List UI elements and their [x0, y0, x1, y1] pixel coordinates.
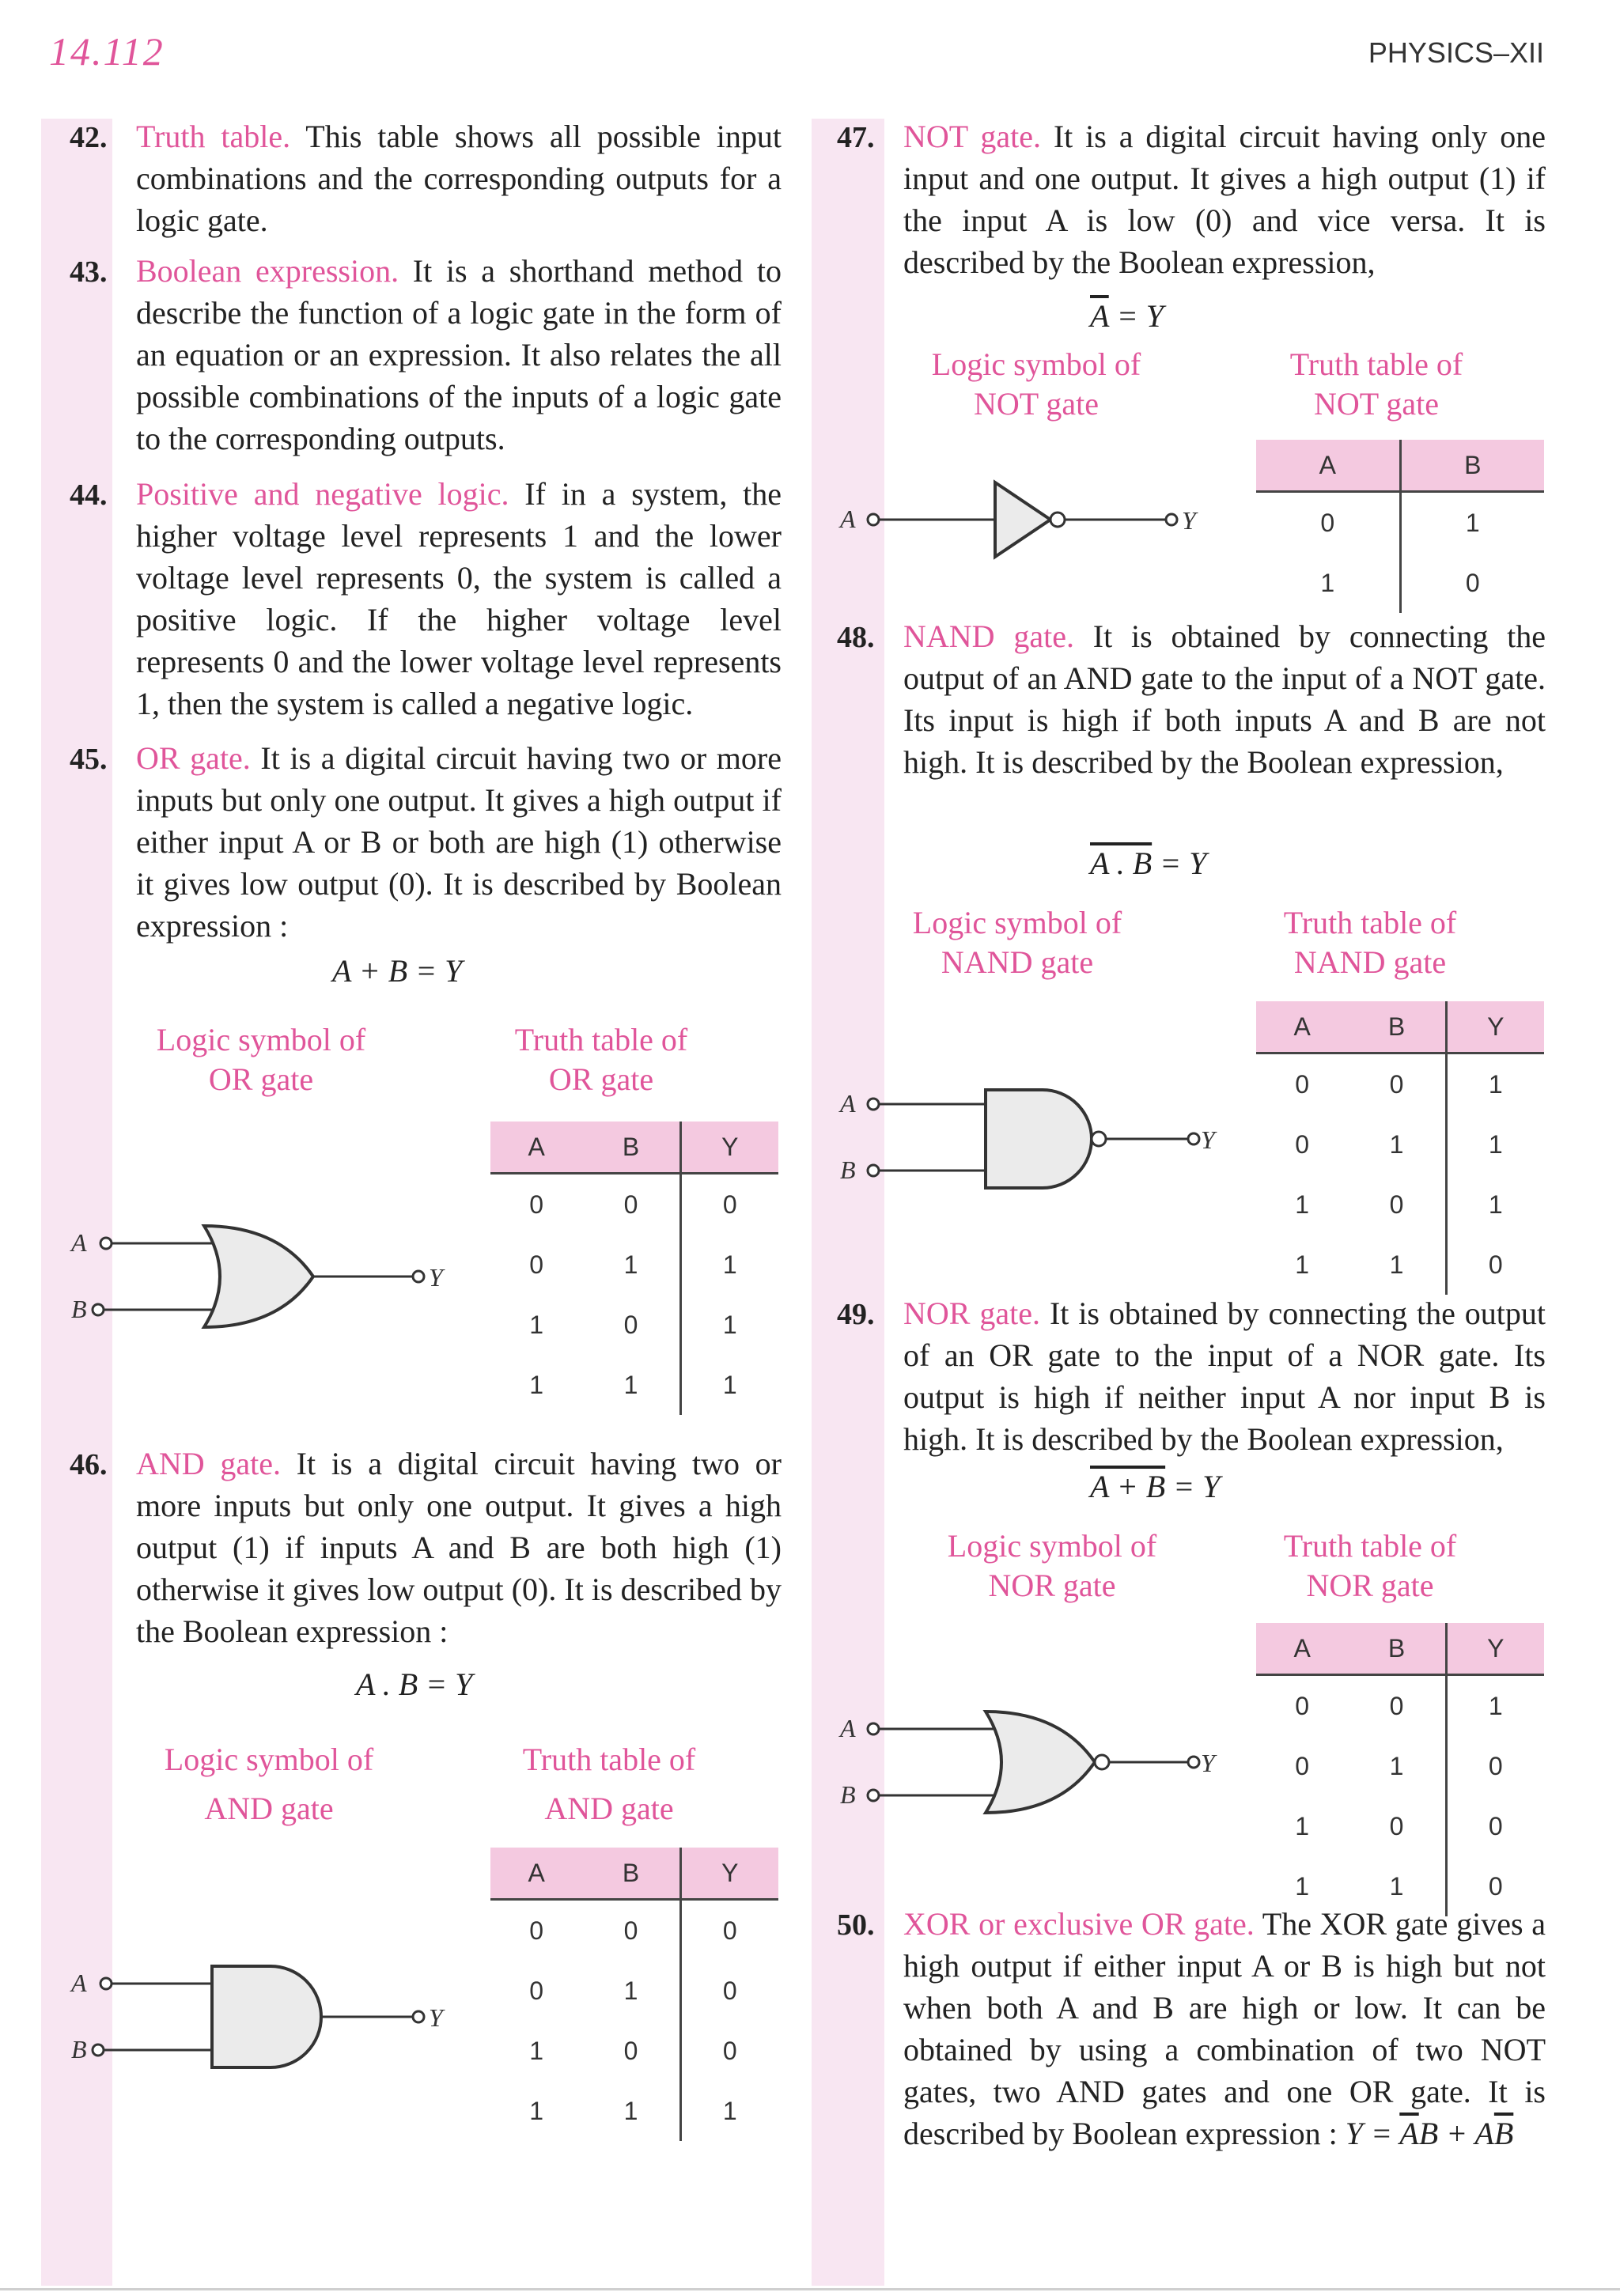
entry-43-number: 43.: [70, 255, 108, 289]
table-header-cell: B: [582, 1848, 680, 1900]
table-header-cell: A: [490, 1848, 582, 1900]
table-row: [490, 2081, 778, 2141]
table-row: [1256, 1796, 1544, 1856]
table-row: [1256, 1174, 1544, 1235]
or-equation: A + B = Y: [332, 953, 463, 989]
not-table-caption: Truth table of NOT gate: [1289, 346, 1463, 422]
or-table-caption: Truth table of OR gate: [514, 1022, 688, 1097]
table-header-cell: Y: [1446, 1623, 1544, 1675]
entry-50-text: The XOR gate gives a high output if either input A or B is high but not when both A and B are high or low. It can be obtained by using a combination of two NOT gates, two AND gates and one OR gate. It is described by Boolean expression :: [903, 1906, 1546, 2151]
table-row: [490, 1900, 778, 1961]
entry-48-term: NAND gate.: [903, 618, 1074, 654]
and-equation: A . B = Y: [356, 1666, 473, 1702]
table-cell: 0: [582, 1174, 680, 1235]
entry-49: [903, 1292, 1546, 1460]
page-number: 14.112: [49, 29, 165, 74]
not-equation: $\overline{A} = Y$: [1090, 298, 1164, 334]
or-gate-symbol: [71, 1210, 451, 1352]
table-cell: 1: [1348, 1856, 1446, 1916]
and-truth-table: [490, 1848, 778, 2141]
table-cell: 0: [1295, 1129, 1310, 1159]
table-cell: 1: [529, 1370, 544, 1399]
table-row: [490, 1355, 778, 1415]
nor-pin-a-label: A: [840, 1714, 856, 1742]
not-truth-table: [1256, 440, 1544, 613]
entry-42: [136, 115, 782, 241]
xor-equation: $Y = \overline{A}B + A\overline{B}$: [1345, 2116, 1514, 2151]
table-cell: 0: [529, 1250, 544, 1279]
nor-pin-b-label: B: [840, 1780, 856, 1809]
table-cell: 1: [582, 2081, 680, 2141]
table-cell: 0: [1348, 1796, 1446, 1856]
table-row: [1256, 1114, 1544, 1174]
table-header-cell: A: [490, 1122, 582, 1174]
table-row: [1256, 1675, 1544, 1737]
table-cell: 0: [1348, 1675, 1446, 1737]
table-row: [490, 1295, 778, 1355]
nand-table-caption: Truth table of NAND gate: [1283, 905, 1457, 980]
table-cell: 0: [1488, 1871, 1503, 1901]
table-cell: 1: [1348, 1235, 1446, 1295]
entry-47-text: It is a digital circuit having only one input and one output. It gives a high output (1) if the input A is low (0) and vice versa. It is described by the Boolean expression,: [903, 119, 1546, 280]
and-pin-b-label: B: [71, 2035, 87, 2063]
table-cell: 1: [1465, 508, 1480, 537]
table-cell: 1: [722, 1370, 737, 1399]
or-pin-y-label: Y: [429, 1263, 443, 1292]
entry-42-number: 42.: [70, 121, 108, 154]
entry-45-text: It is a digital circuit having two or more inputs but only one output. It gives a high output if either input A or B or both are high (1) otherwise it gives low output (0). It is described by Boolean expression :: [136, 740, 782, 944]
table-cell: 0: [722, 1190, 737, 1219]
entry-46-term: AND gate.: [136, 1446, 281, 1481]
table-cell: 0: [529, 1190, 544, 1219]
table-cell: 0: [582, 2021, 680, 2081]
entry-44-number: 44.: [70, 478, 108, 512]
nand-truth-table: [1256, 1001, 1544, 1295]
entry-50-term: XOR or exclusive OR gate.: [903, 1906, 1255, 1942]
table-cell: 0: [722, 1976, 737, 2005]
nor-equation: A + B = Y: [1090, 1469, 1221, 1504]
table-header-cell: A: [1256, 1001, 1348, 1053]
and-table-caption: Truth table of AND gate: [522, 1742, 696, 1826]
table-row: [1256, 492, 1544, 554]
or-pin-b-label: B: [71, 1295, 87, 1323]
entry-45-term: OR gate.: [136, 740, 251, 776]
not-pin-y-label: Y: [1182, 506, 1196, 535]
table-cell: 0: [582, 1900, 680, 1961]
table-cell: 1: [1488, 1129, 1503, 1159]
entry-44-text: If in a system, the higher voltage level represents 1 and the lower voltage level represents 0, the system is called a positive logic. If the higher voltage level represents 0 and the lower voltage level represents 1, then the system is called a negative logic.: [136, 476, 782, 721]
or-truth-table: [490, 1122, 778, 1415]
table-row: [490, 1174, 778, 1235]
table-cell: 0: [529, 1976, 544, 2005]
table-cell: 0: [1256, 492, 1400, 554]
table-cell: 1: [1295, 1871, 1310, 1901]
table-header-cell: B: [582, 1122, 680, 1174]
entry-43-text: It is a shorthand method to describe the function of a logic gate in the form of an equation or an expression. It also relates the all possible combinations of the inputs of a logic gate to the corresponding outputs.: [136, 253, 782, 456]
entry-47: [903, 115, 1546, 283]
table-header-cell: A: [1256, 440, 1400, 492]
and-pin-y-label: Y: [429, 2003, 443, 2032]
nor-symbol-caption: Logic symbol of NOR gate: [947, 1528, 1157, 1603]
table-cell: 1: [582, 1235, 680, 1295]
not-pin-a-label: A: [840, 505, 856, 533]
and-pin-a-label: A: [71, 1969, 87, 1997]
entry-50: [903, 1903, 1546, 2154]
nand-equation: A . B = Y: [1090, 845, 1207, 881]
entry-46-text: It is a digital circuit having two or more inputs but only one output. It gives a high output (1) if inputs A and B are both high (1) otherwise it gives low output (0). It is described by the Boolean expression :: [136, 1446, 782, 1649]
table-cell: 1: [1488, 1691, 1503, 1720]
table-row: [1256, 1736, 1544, 1796]
table-header-cell: Y: [680, 1122, 778, 1174]
entry-45-number: 45.: [70, 743, 108, 776]
table-row: [490, 2021, 778, 2081]
table-cell: 1: [529, 1310, 544, 1339]
nand-symbol-caption: Logic symbol of NAND gate: [912, 905, 1122, 980]
and-gate-symbol: [71, 1946, 451, 2088]
table-cell: 0: [1348, 1174, 1446, 1235]
table-cell: 0: [529, 1916, 544, 1945]
entry-42-term: Truth table.: [136, 119, 291, 154]
table-cell: 0: [582, 1295, 680, 1355]
entry-47-term: NOT gate.: [903, 119, 1041, 154]
table-cell: 1: [1295, 1811, 1310, 1840]
entry-45: [136, 737, 782, 947]
entry-43-term: Boolean expression.: [136, 253, 399, 289]
table-cell: 0: [722, 2036, 737, 2065]
table-row: [1256, 1053, 1544, 1115]
table-cell: 0: [1295, 1751, 1310, 1780]
entry-44: [136, 473, 782, 724]
nor-pin-y-label: Y: [1201, 1749, 1215, 1777]
entry-42-text: This table shows all possible input combinations and the corresponding outputs for a logic gate.: [136, 119, 782, 238]
table-cell: 0: [1488, 1250, 1503, 1279]
or-symbol-caption: Logic symbol of OR gate: [156, 1022, 366, 1097]
entry-49-number: 49.: [837, 1298, 875, 1331]
nor-table-caption: Truth table of NOR gate: [1283, 1528, 1457, 1603]
entry-43: [136, 250, 782, 460]
or-pin-a-label: A: [71, 1228, 87, 1257]
table-header-cell: Y: [1446, 1001, 1544, 1053]
entry-49-term: NOR gate.: [903, 1296, 1041, 1331]
nand-pin-a-label: A: [840, 1089, 856, 1118]
table-row: [1256, 553, 1544, 613]
table-cell: 1: [582, 1961, 680, 2021]
entry-49-text: It is obtained by connecting the output of an OR gate to the input of a NOR gate. Its output is high if neither input A nor input B is high. It is described by the Boolean expression,: [903, 1296, 1546, 1457]
table-header-cell: Y: [680, 1848, 778, 1900]
entry-48: [903, 615, 1546, 783]
table-cell: 0: [1348, 1053, 1446, 1115]
nand-pin-y-label: Y: [1201, 1125, 1215, 1154]
and-symbol-caption: Logic symbol of AND gate: [164, 1742, 374, 1826]
entry-48-text: It is obtained by connecting the output of an AND gate to the input of a NOT gate. Its input is high if both inputs A and B are not high. It is described by the Boolean expression,: [903, 618, 1546, 780]
table-row: [490, 1961, 778, 2021]
entry-50-number: 50.: [837, 1908, 875, 1942]
table-cell: 1: [529, 2096, 544, 2125]
table-header-cell: B: [1348, 1623, 1446, 1675]
table-cell: 0: [1295, 1691, 1310, 1720]
table-cell: 1: [722, 2096, 737, 2125]
table-row: [490, 1235, 778, 1295]
nand-gate-symbol: [840, 1074, 1220, 1216]
entry-47-number: 47.: [837, 121, 875, 154]
table-cell: 0: [1488, 1751, 1503, 1780]
entry-46: [136, 1443, 782, 1652]
table-cell: 1: [582, 1355, 680, 1415]
table-cell: 1: [1295, 1190, 1310, 1219]
table-row: [1256, 1235, 1544, 1295]
entry-46-number: 46.: [70, 1448, 108, 1481]
table-cell: 0: [722, 1916, 737, 1945]
table-header-cell: B: [1400, 440, 1544, 492]
entry-48-number: 48.: [837, 621, 875, 654]
not-gate-symbol: [840, 467, 1220, 569]
nor-truth-table: [1256, 1623, 1544, 1916]
table-cell: 1: [1488, 1190, 1503, 1219]
nor-gate-symbol: [840, 1697, 1220, 1840]
table-cell: 1: [1488, 1069, 1503, 1099]
table-cell: 1: [1256, 553, 1400, 613]
bottom-rule: [0, 2288, 1620, 2290]
table-cell: 0: [1295, 1069, 1310, 1099]
not-symbol-caption: Logic symbol of NOT gate: [931, 346, 1141, 422]
table-cell: 1: [1295, 1250, 1310, 1279]
book-title: PHYSICS–XII: [1368, 36, 1544, 69]
entry-44-term: Positive and negative logic.: [136, 476, 509, 512]
table-header-cell: A: [1256, 1623, 1348, 1675]
table-cell: 0: [1465, 568, 1480, 597]
table-cell: 1: [722, 1310, 737, 1339]
table-cell: 0: [1488, 1811, 1503, 1840]
nand-pin-b-label: B: [840, 1156, 856, 1184]
table-cell: 1: [529, 2036, 544, 2065]
table-header-cell: B: [1348, 1001, 1446, 1053]
table-cell: 1: [722, 1250, 737, 1279]
table-cell: 1: [1348, 1114, 1446, 1174]
table-cell: 1: [1348, 1736, 1446, 1796]
